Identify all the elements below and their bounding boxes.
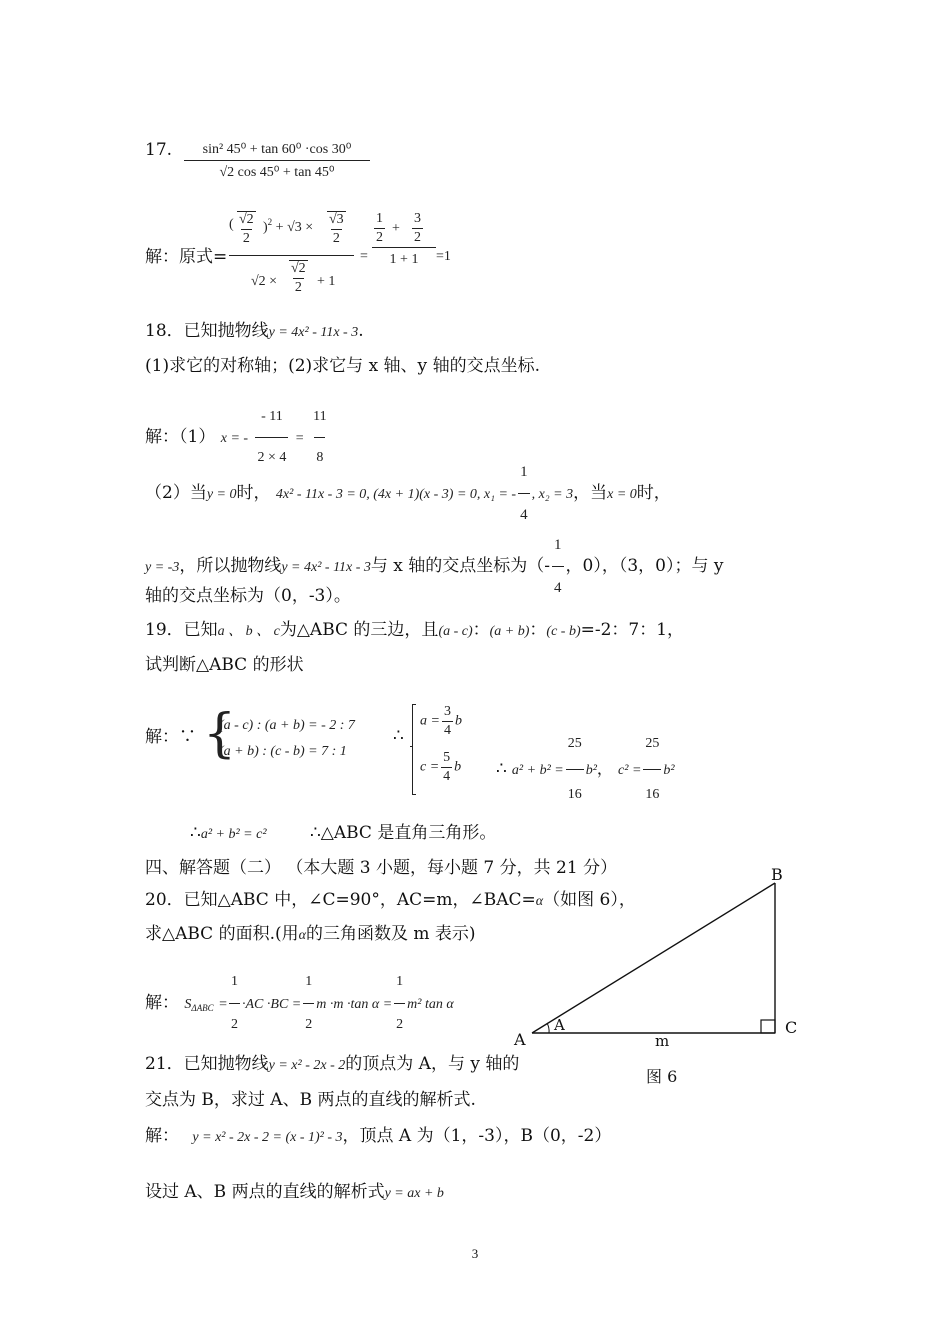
vertex-b-label: B xyxy=(771,865,783,884)
angle-label: A xyxy=(554,1016,565,1034)
problem-21-stem: 21．已知抛物线y = x² - 2x - 2的顶点为 A，与 y 轴的 xyxy=(145,1054,520,1074)
main-denominator: √2 × $\frac{√2}{2}$ + 1 xyxy=(229,255,354,302)
triangle-figure xyxy=(505,860,815,1090)
problem-18-question: (1)求它的对称轴；(2)求它与 x 轴、y 轴的交点坐标. xyxy=(145,356,540,376)
right-angle-mark xyxy=(761,1020,775,1033)
problem-number: 17. xyxy=(145,140,173,160)
hypotenuse-ab xyxy=(532,883,775,1033)
problem-21-question: 交点为 B，求过 A、B 两点的直线的解析式. xyxy=(145,1090,476,1110)
figure-caption: 图 6 xyxy=(646,1067,678,1086)
problem-18-stem: 18．已知抛物线y = 4x² - 11x - 3. xyxy=(145,321,364,341)
parabola-equation: y = 4x² - 11x - 3 xyxy=(268,325,359,340)
problem-17-fraction xyxy=(184,141,370,181)
vertex-a-label: A xyxy=(514,1030,526,1049)
solution-19-label: 解：∵ xyxy=(145,727,196,747)
therefore-symbol: ∴ xyxy=(393,726,404,746)
angle-arc xyxy=(547,1023,549,1033)
problem-19-question: 试判断△ABC 的形状 xyxy=(145,655,304,675)
section-heading: 四、解答题（二） （本大题 3 小题，每小题 7 分，共 21 分） xyxy=(145,858,618,878)
solution-18-part1: 解：（1） x = - $\frac{- 11}{2 \times 4}$ = $\frac{11}{8}$ xyxy=(145,398,331,436)
solution-17-main-fraction xyxy=(229,209,354,302)
solution-21-line: 设过 A、B 两点的直线的解析式y = ax + b xyxy=(145,1182,444,1202)
solution-17-second-fraction: = $\frac{1}{2}$ + $\frac{3}{2}$ 1 + 1 =1 xyxy=(360,211,451,267)
vertex-c-label: C xyxy=(785,1018,798,1037)
solution-20: 解： $S_{\Delta ABC}$ = $\frac{1}{2}$ ·AC ·BC = $\frac{1}{2}$ m ·m ·tan α = $\frac{1}{2}$ m² tan α xyxy=(145,962,454,1002)
solution-18-answer: 轴的交点坐标为（0，-3）。 xyxy=(145,586,351,606)
problem-20-stem: 20．已知△ABC 中，∠C=90°，AC=m，∠BAC=α（如图 6）， xyxy=(145,890,636,910)
fraction-numerator: sin² 45⁰ + tan 60⁰ ·cos 30⁰ xyxy=(202,142,352,157)
solution-18-part2: （2）当y = 0时， 4x² - 11x - 3 = 0, (4x + 1)(x - 3) = 0, x₁ = - $\frac{1}{4}$ , x₂ = 3，当x = 0时， xyxy=(145,452,671,492)
solved-system: a = $\frac{3}{4}$ b c = $\frac{5}{4}$ b xyxy=(410,702,480,796)
side-m-label: m xyxy=(655,1032,670,1050)
main-numerator: ( $\frac{√2}{2}$ )$^2$ + √3 × $\frac{√3}{2}$ xyxy=(229,212,344,246)
problem-20-question: 求△ABC 的面积.(用α的三角函数及 m 表示) xyxy=(145,924,476,944)
equation-system: { (a - c) : (a + b) = - 2 : 7 (a + b) : (c - b) = 7 : 1 xyxy=(203,704,355,764)
problem-17 xyxy=(145,139,172,161)
fraction-denominator: √2 cos 45⁰ + tan 45⁰ xyxy=(184,160,370,181)
solution-17-label: 解：原式= xyxy=(145,247,228,267)
page-number: 3 xyxy=(471,1246,479,1261)
problem-19-stem: 19．已知a 、 b 、 c为△ABC 的三边，且(a - c)：(a + b)：(c - b)=-2：7：1， xyxy=(145,620,685,640)
solution-21: 解： y = x² - 2x - 2 = (x - 1)² - 3，顶点 A 为（1，-3），B（0，-2） xyxy=(145,1126,612,1146)
solution-19-conclusion: ∴a² + b² = c² ∴△ABC 是直角三角形。 xyxy=(190,823,497,843)
solution-18-part2-cont: y = -3，所以抛物线y = 4x² - 11x - 3与 x 轴的交点坐标为（- $\frac{1}{4}$ ，0），（3，0）；与 y xyxy=(145,525,724,565)
squared-relations: ∴ a² + b² = $\frac{25}{16}$ b²， c² = $\frac{25}{16}$ b² xyxy=(496,720,675,768)
